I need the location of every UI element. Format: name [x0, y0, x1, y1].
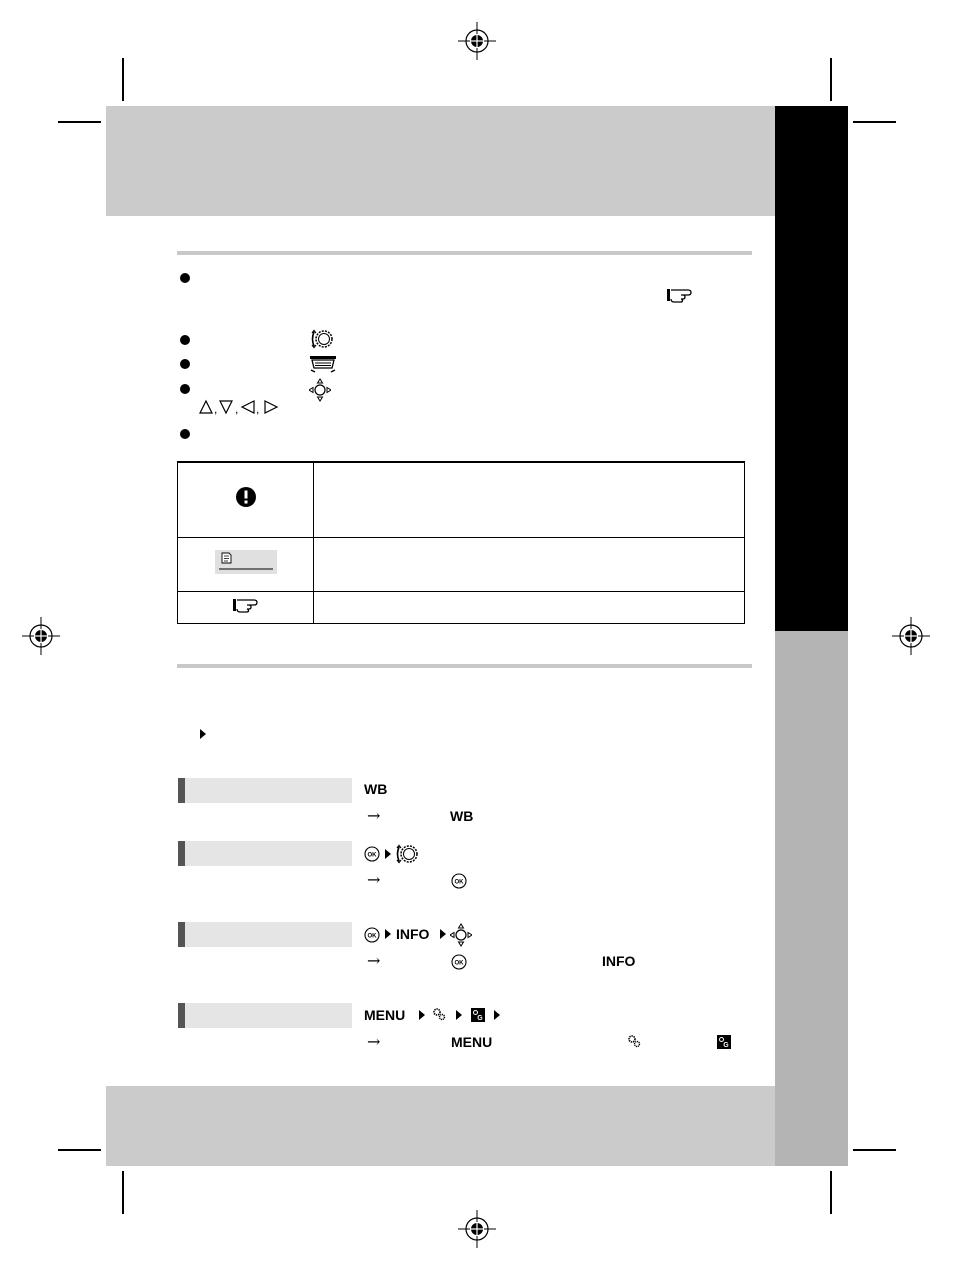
svg-text:,: ,: [256, 402, 260, 415]
crop-mark: [830, 1171, 832, 1214]
crop-mark: [122, 1171, 124, 1214]
svg-text:,: ,: [235, 402, 239, 415]
method-label-bar: [178, 922, 185, 947]
method-label-box: [178, 1003, 352, 1028]
exclamation-icon: [235, 486, 257, 508]
wb-button-label: WB: [450, 808, 474, 824]
legend-table: [177, 461, 745, 624]
method-label-bar: [178, 778, 185, 803]
chapter-tab-black: [775, 106, 848, 631]
control-dial-icon: [395, 844, 419, 864]
crop-mark: [58, 1149, 101, 1151]
triangle-pointer-icon: [440, 929, 446, 939]
svg-text:,: ,: [214, 402, 218, 415]
legend-text-cell: [314, 537, 745, 591]
control-dial-icon: [310, 329, 334, 349]
method-label-box: [178, 841, 352, 866]
method-label-bar: [178, 841, 185, 866]
triangle-pointer-icon: [385, 849, 391, 859]
method-label-bar: [178, 1003, 185, 1028]
info-button-label: INFO: [396, 926, 430, 942]
bullet: [180, 273, 190, 283]
arrow-pad-icon: [309, 378, 331, 402]
registration-mark-icon: [458, 1210, 496, 1248]
bullet: [180, 359, 190, 369]
legend-row-reference: [178, 591, 745, 623]
ok-text: OK: [367, 852, 377, 859]
custom-menu-icon: [717, 1035, 731, 1049]
crop-mark: [853, 1149, 896, 1151]
info-button-label: INFO: [602, 953, 636, 969]
pointing-hand-icon: [232, 596, 260, 614]
legend-icon-cell: [178, 462, 314, 537]
arrow-glyph: →: [367, 870, 381, 889]
legend-row-note: [178, 537, 745, 591]
registration-mark-icon: [458, 22, 496, 60]
ok-button-icon: [364, 927, 380, 943]
arrow-symbols-icon: [198, 399, 280, 415]
crop-mark: [122, 58, 124, 101]
ok-button-icon: [364, 846, 380, 862]
pointing-hand-icon: [666, 286, 694, 304]
legend-icon-cell: [178, 537, 314, 591]
section-rule: [177, 251, 752, 255]
ok-text: OK: [454, 879, 464, 886]
gear-icon: [627, 1034, 641, 1048]
crop-mark: [830, 58, 832, 101]
arrow-pad-icon: [450, 923, 472, 947]
footer-band: [106, 1086, 775, 1166]
triangle-pointer-icon: [200, 729, 206, 739]
registration-mark-icon: [22, 617, 60, 655]
ok-text: OK: [454, 960, 464, 967]
custom-menu-icon: [471, 1008, 485, 1022]
mode-dial-icon: [309, 355, 337, 373]
crop-mark: [853, 121, 896, 123]
legend-text-cell: [314, 591, 745, 623]
triangle-pointer-icon: [456, 1010, 462, 1020]
ok-button-icon: [451, 873, 467, 889]
ok-text: OK: [367, 933, 377, 940]
chapter-tab-gray: [775, 631, 848, 1166]
crop-mark: [58, 121, 101, 123]
menu-button-label: MENU: [364, 1007, 406, 1023]
ok-button-icon: [451, 954, 467, 970]
registration-mark-icon: [892, 617, 930, 655]
header-band: [106, 106, 775, 216]
arrow-glyph: →: [367, 951, 381, 970]
method-label-box: [178, 778, 352, 803]
svg-text:G: G: [477, 1015, 483, 1022]
method-label-box: [178, 922, 352, 947]
bullet: [180, 335, 190, 345]
arrow-glyph: →: [367, 806, 381, 825]
arrow-glyph: →: [367, 1032, 381, 1051]
menu-button-label: MENU: [451, 1034, 493, 1050]
bullet: [180, 384, 190, 394]
legend-text-cell: [314, 462, 745, 537]
triangle-pointer-icon: [494, 1010, 500, 1020]
legend-row-caution: [178, 462, 745, 537]
triangle-pointer-icon: [385, 929, 391, 939]
triangle-pointer-icon: [419, 1010, 425, 1020]
note-memo-icon: [215, 550, 277, 574]
legend-icon-cell: [178, 591, 314, 623]
wb-button-label: WB: [364, 781, 388, 797]
gear-icon: [432, 1007, 446, 1021]
bullet: [180, 429, 190, 439]
svg-text:G: G: [723, 1042, 729, 1049]
section-rule: [177, 664, 752, 668]
